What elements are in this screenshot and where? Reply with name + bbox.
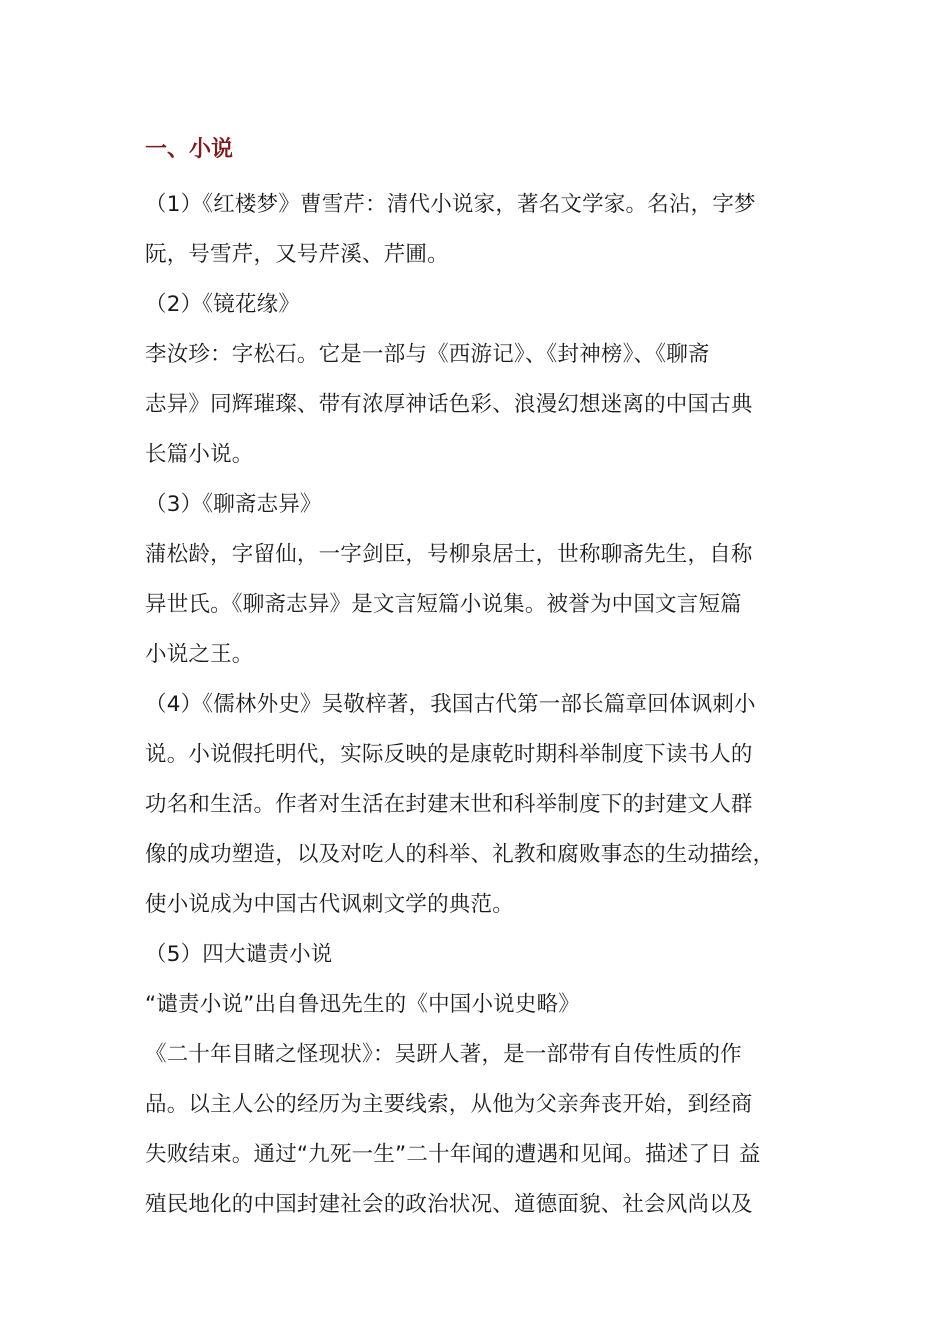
text-line: 小说之王。 (145, 642, 254, 667)
text-line: 殖民地化的中国封建社会的政治状况、道德面貌、社会风尚以及 (145, 1192, 753, 1217)
text-line: （4）《儒林外史》吴敬梓著，我国古代第一部长篇章回体讽刺小 (145, 692, 756, 717)
text-line: 品。以主人公的经历为主要线索，从他为父亲奔丧开始，到经商 (145, 1092, 753, 1117)
text-line: 长篇小说。 (145, 442, 254, 467)
text-line: 失败结束。通过“九死一生”二十年闻的遭遇和见闻。描述了日 益 (145, 1142, 761, 1167)
text-line: 使小说成为中国古代讽刺文学的典范。 (145, 892, 514, 917)
text-line: （2）《镜花缘》 (145, 292, 301, 317)
text-line: （1）《红楼梦》曹雪芹：清代小说家，著名文学家。名沾，字梦 (145, 192, 756, 217)
document-body (145, 130, 835, 1230)
text-line: 阮，号雪芹，又号芹溪、芹圃。 (145, 242, 449, 267)
text-line: 蒲松龄，字留仙，一字剑臣，号柳泉居士，世称聊斋先生，自称 (145, 542, 753, 567)
text-line: “谴责小说”出自鲁迅先生的《中国小说史略》 (145, 992, 580, 1017)
text-line: （3）《聊斋志异》 (145, 492, 322, 517)
text-line: （5）四大谴责小说 (145, 942, 333, 967)
text-line: 说。小说假托明代，实际反映的是康乾时期科举制度下读书人的 (145, 742, 753, 767)
section-heading: 一、小说 (145, 137, 234, 162)
text-line: 《二十年目睹之怪现状》：吴趼人著，是一部带有自传性质的作 (145, 1042, 742, 1067)
text-line: 功名和生活。作者对生活在封建末世和科举制度下的封建文人群 (145, 792, 753, 817)
text-line: 像的成功塑造，以及对吃人的科举、礼教和腐败事态的生动描绘， (145, 842, 775, 867)
text-line: 志异》同辉璀璨、带有浓厚神话色彩、浪漫幻想迷离的中国古典 (145, 392, 753, 417)
text-line: 异世氏。《聊斋志异》是文言短篇小说集。被誉为中国文言短篇 (145, 592, 742, 617)
text-line: 李汝珍：字松石。它是一部与《西游记》、《封神榜》、《聊斋 (145, 342, 710, 367)
